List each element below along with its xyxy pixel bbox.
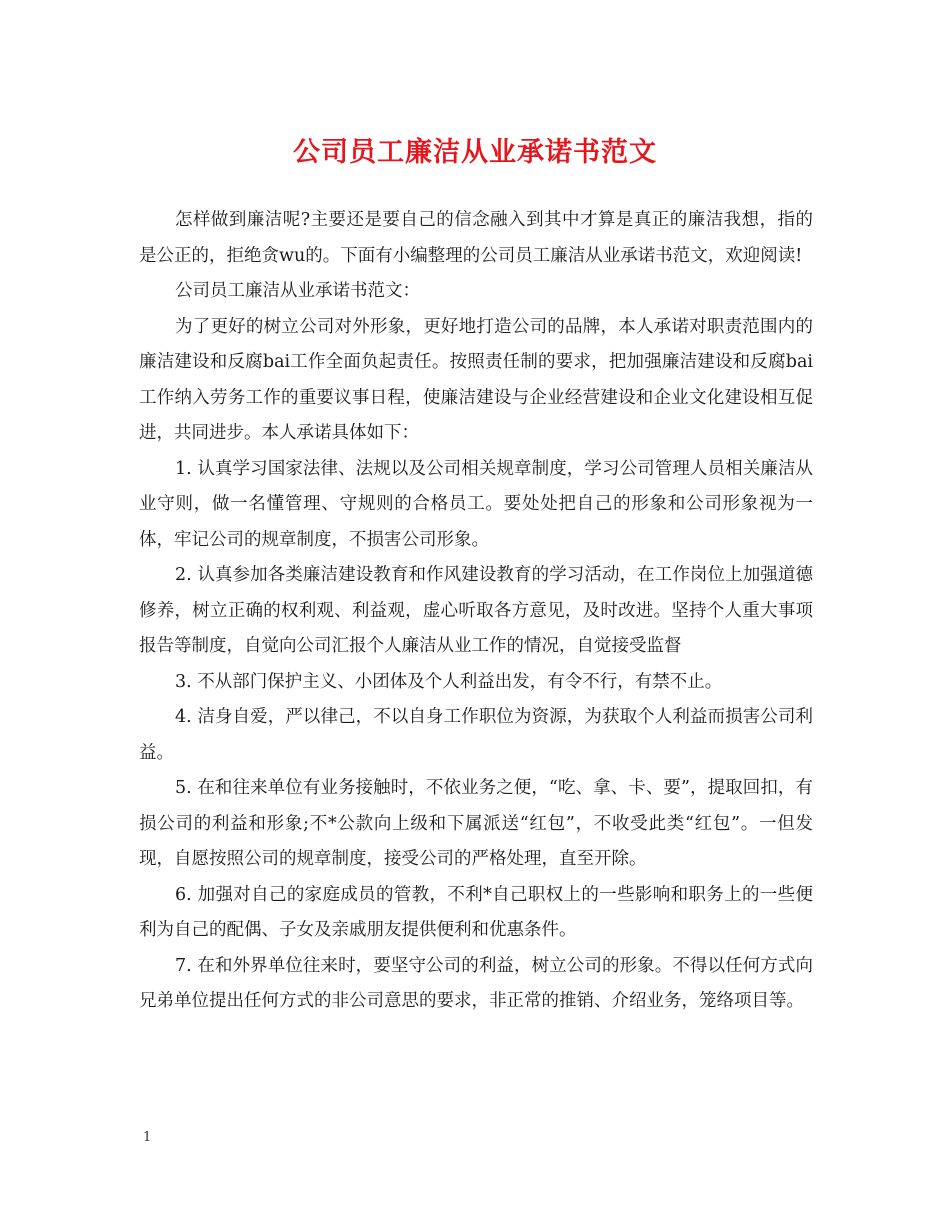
paragraph-item-1: 1. 认真学习国家法律、法规以及公司相关规章制度，学习公司管理人员相关廉洁从业守则，做一名懂管理、守规则的合格员工。要处处把自己的形象和公司形象视为一体，牢记公司的规章制度，不损害公司形象。: [139, 458, 813, 550]
page-number: 1: [143, 1130, 152, 1145]
paragraph-item-6: 6. 加强对自己的家庭成员的管教，不利*自己职权上的一些影响和职务上的一些便利为自己的配偶、子女及亲戚朋友提供便利和优惠条件。: [139, 884, 813, 940]
document-title: 公司员工廉洁从业承诺书范文: [293, 137, 657, 168]
paragraph-intro: 怎样做到廉洁呢?主要还是要自己的信念融入到其中才算是真正的廉洁我想，指的是公正的，拒绝贪wu的。下面有小编整理的公司员工廉洁从业承诺书范文，欢迎阅读!: [139, 210, 813, 266]
paragraph-item-3: 3. 不从部门保护主义、小团体及个人利益出发，有令不行，有禁不止。: [175, 671, 723, 692]
paragraph-item-2: 2. 认真参加各类廉洁建设教育和作风建设教育的学习活动，在工作岗位上加强道德修养，树立正确的权利观、利益观，虚心听取各方意见，及时改进。坚持个人重大事项报告等制度，自觉向公司汇报个人廉洁从业工作的情况，自觉接受监督: [139, 565, 813, 656]
paragraph-item-5: 5. 在和往来单位有业务接触时，不依业务之便，“吃、拿、卡、要”，提取回扣，有损公司的利益和形象;不*公款向上级和下属派送“红包”，不收受此类“红包”。一但发现，自愿按照公司的规章制度，接受公司的严格处理，直至开除。: [139, 778, 813, 869]
paragraph-item-4: 4. 洁身自爱，严以律己，不以自身工作职位为资源，为获取个人利益而损害公司利益。: [139, 707, 813, 763]
paragraph-preamble: 为了更好的树立公司对外形象，更好地打造公司的品牌，本人承诺对职责范围内的廉洁建设和反腐bai工作全面负起责任。按照责任制的要求，把加强廉洁建设和反腐bai工作纳入劳务工作的重要议事日程，使廉洁建设与企业经营建设和企业文化建设相互促进，共同进步。本人承诺具体如下：: [139, 316, 813, 443]
paragraph-item-7: 7. 在和外界单位往来时，要坚守公司的利益，树立公司的形象。不得以任何方式向兄弟单位提出任何方式的非公司意思的要求，非正常的推销、介绍业务，笼络项目等。: [139, 955, 813, 1011]
paragraph-heading: 公司员工廉洁从业承诺书范文：: [175, 281, 420, 301]
document-body: [139, 203, 813, 1020]
